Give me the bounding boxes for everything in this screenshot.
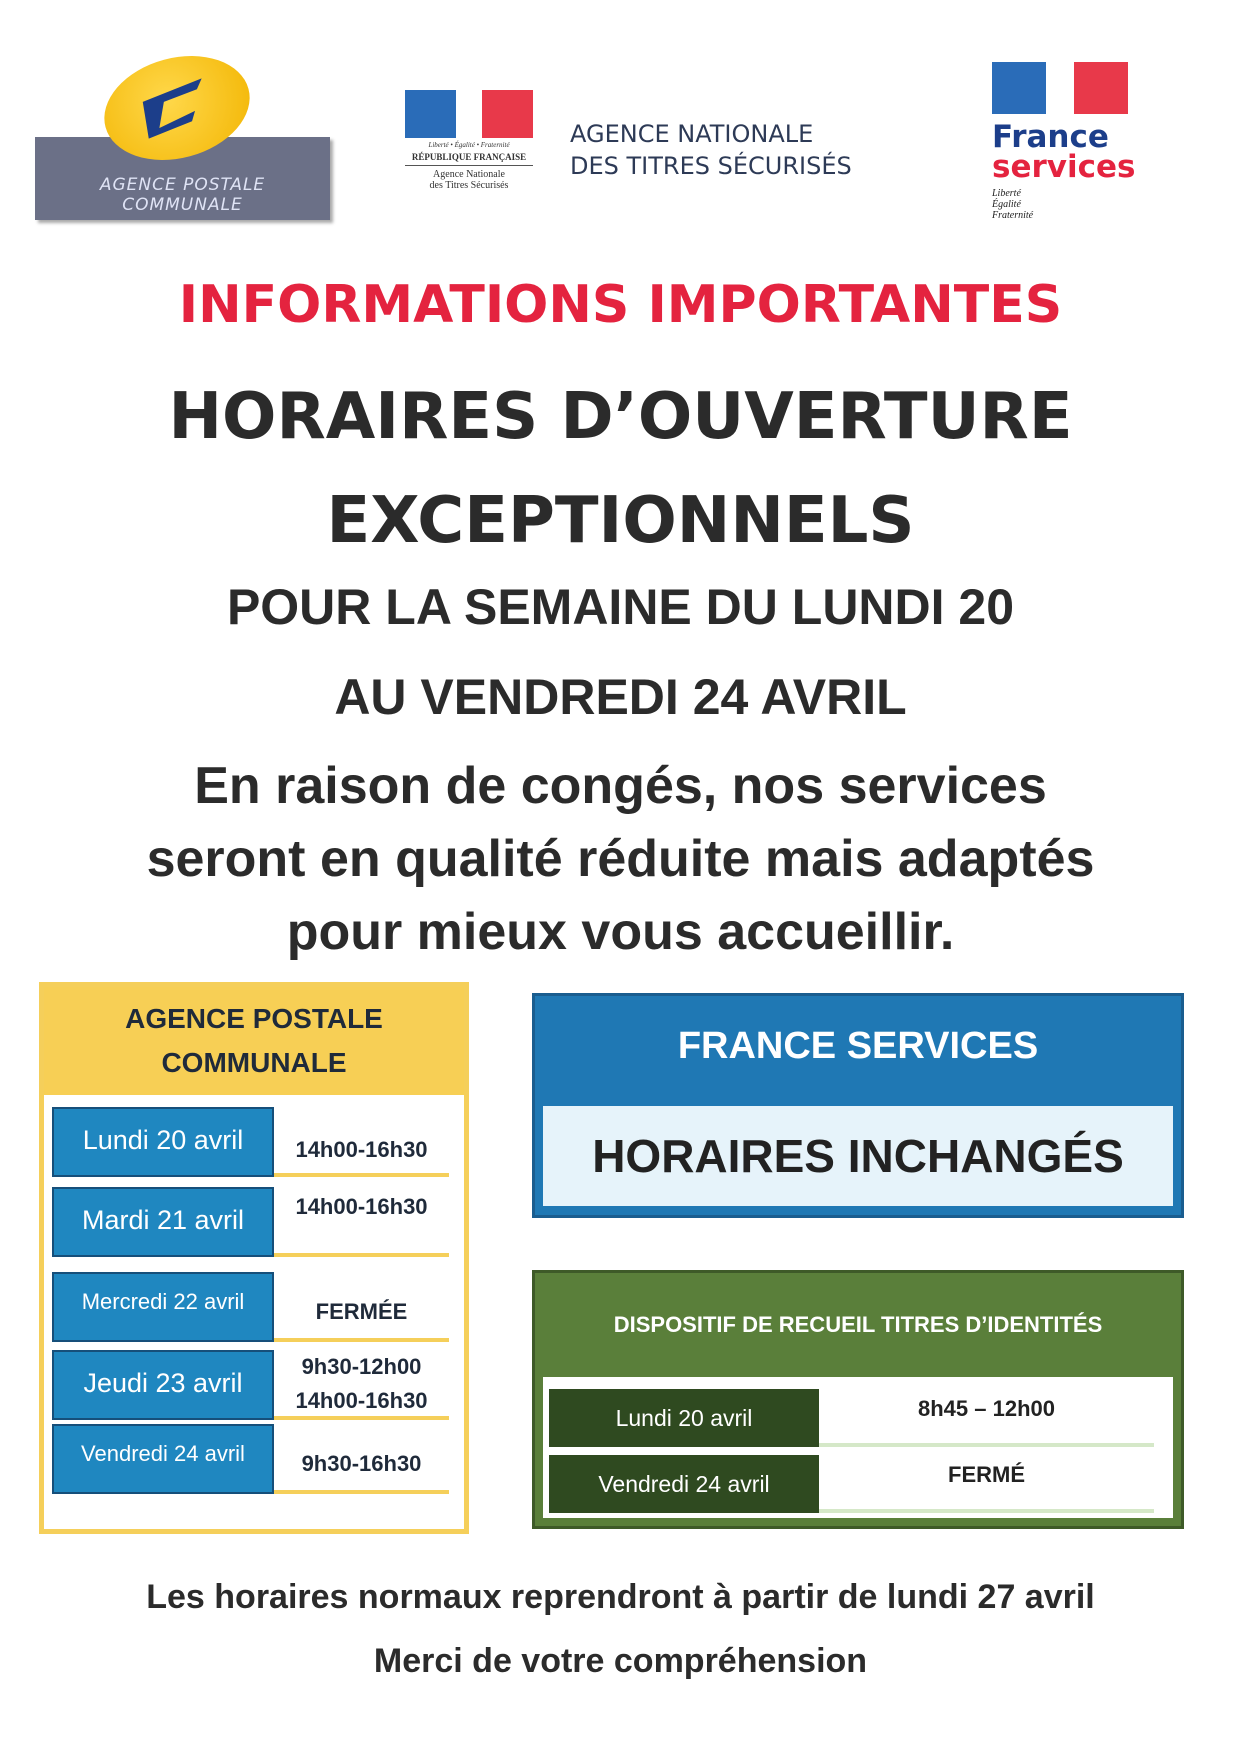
apc-box-title2: COMMUNALE — [161, 1047, 347, 1078]
apc-logo-line1: AGENCE POSTALE — [99, 175, 266, 195]
schedule-row — [52, 1187, 457, 1257]
ants-motto: Liberté • Égalité • Fraternité — [428, 141, 510, 149]
hours-value: FERMÉE — [274, 1272, 449, 1342]
fs-logo-line1: France — [992, 119, 1109, 155]
schedule-row — [52, 1350, 457, 1420]
fs-box-body: HORAIRES INCHANGÉS — [543, 1106, 1173, 1206]
marianne-icon — [405, 90, 533, 138]
hours-line2: 14h00-16h30 — [295, 1388, 428, 1413]
heading-line3: POUR LA SEMAINE DU LUNDI 20 — [226, 579, 1015, 635]
apc-logo-line2: COMMUNALE — [122, 195, 243, 215]
fs-box-title: FRANCE SERVICES — [677, 1025, 1039, 1067]
fs-logo-line2: services — [992, 149, 1136, 185]
hours-line1: 9h30-12h00 — [301, 1354, 422, 1379]
day-label: Lundi 20 avril — [52, 1107, 274, 1177]
schedule-row — [52, 1107, 457, 1177]
fs-motto-2: Égalité — [992, 199, 1021, 210]
fs-motto-1: Liberté — [992, 188, 1021, 199]
apc-logo-text — [35, 175, 330, 215]
apc-box-title1: AGENCE POSTALE — [125, 1003, 383, 1034]
schedule-row — [52, 1424, 457, 1494]
ants-name — [570, 118, 852, 182]
heading-line4: AU VENDREDI 24 AVRIL — [334, 669, 907, 725]
message-line1: En raison de congés, nos services — [194, 757, 1047, 815]
message-line3: pour mieux vous accueillir. — [286, 903, 955, 961]
ants-name-line2: DES TITRES SÉCURISÉS — [570, 152, 852, 180]
day-label: Lundi 20 avril — [549, 1389, 819, 1447]
heading-line2: EXCEPTIONNELS — [326, 484, 915, 558]
fs-motto-3: Fraternité — [992, 210, 1034, 221]
hours-value: FERMÉ — [819, 1455, 1154, 1513]
dr-box-body — [543, 1377, 1173, 1518]
france-services-logo — [992, 62, 1136, 221]
day-label: Vendredi 24 avril — [549, 1455, 819, 1513]
footer-line1: Les horaires normaux reprendront à partir de lundi 27 avril — [146, 1578, 1095, 1616]
hours-value: 9h30-16h30 — [274, 1424, 449, 1494]
day-label: Mardi 21 avril — [52, 1187, 274, 1257]
ants-logo-line2: des Titres Sécurisés — [429, 180, 509, 191]
marianne-icon — [992, 62, 1128, 114]
dr-box-title: DISPOSITIF DE RECUEIL TITRES D’IDENTITÉS — [613, 1312, 1103, 1337]
ants-republic: RÉPUBLIQUE FRANÇAISE — [405, 149, 533, 166]
message-line2: seront en qualité réduite mais adaptés — [146, 830, 1095, 888]
schedule-row — [52, 1272, 457, 1342]
message — [0, 750, 1241, 969]
info-title: INFORMATIONS IMPORTANTES — [178, 275, 1063, 335]
hours-value: 14h00-16h30 — [274, 1107, 449, 1177]
heading-line1: HORAIRES D’OUVERTURE — [168, 380, 1073, 454]
footer-line2: Merci de votre compréhension — [373, 1642, 868, 1680]
day-label: Vendredi 24 avril — [52, 1424, 274, 1494]
schedule-row — [549, 1455, 1169, 1513]
ants-logo — [405, 90, 533, 191]
day-label: Jeudi 23 avril — [52, 1350, 274, 1420]
hours-value — [274, 1350, 449, 1420]
france-services-schedule — [532, 993, 1184, 1218]
ants-name-line1: AGENCE NATIONALE — [570, 120, 814, 148]
ants-logo-line1: Agence Nationale — [433, 169, 505, 180]
day-label: Mercredi 22 avril — [52, 1272, 274, 1342]
hours-value: 8h45 – 12h00 — [819, 1389, 1154, 1447]
agence-postale-schedule — [39, 982, 469, 1534]
apc-box-header — [44, 987, 464, 1095]
schedule-row — [549, 1389, 1169, 1447]
hours-value: 14h00-16h30 — [274, 1187, 449, 1257]
titres-identite-schedule — [532, 1270, 1184, 1529]
agence-postale-logo — [35, 72, 330, 220]
